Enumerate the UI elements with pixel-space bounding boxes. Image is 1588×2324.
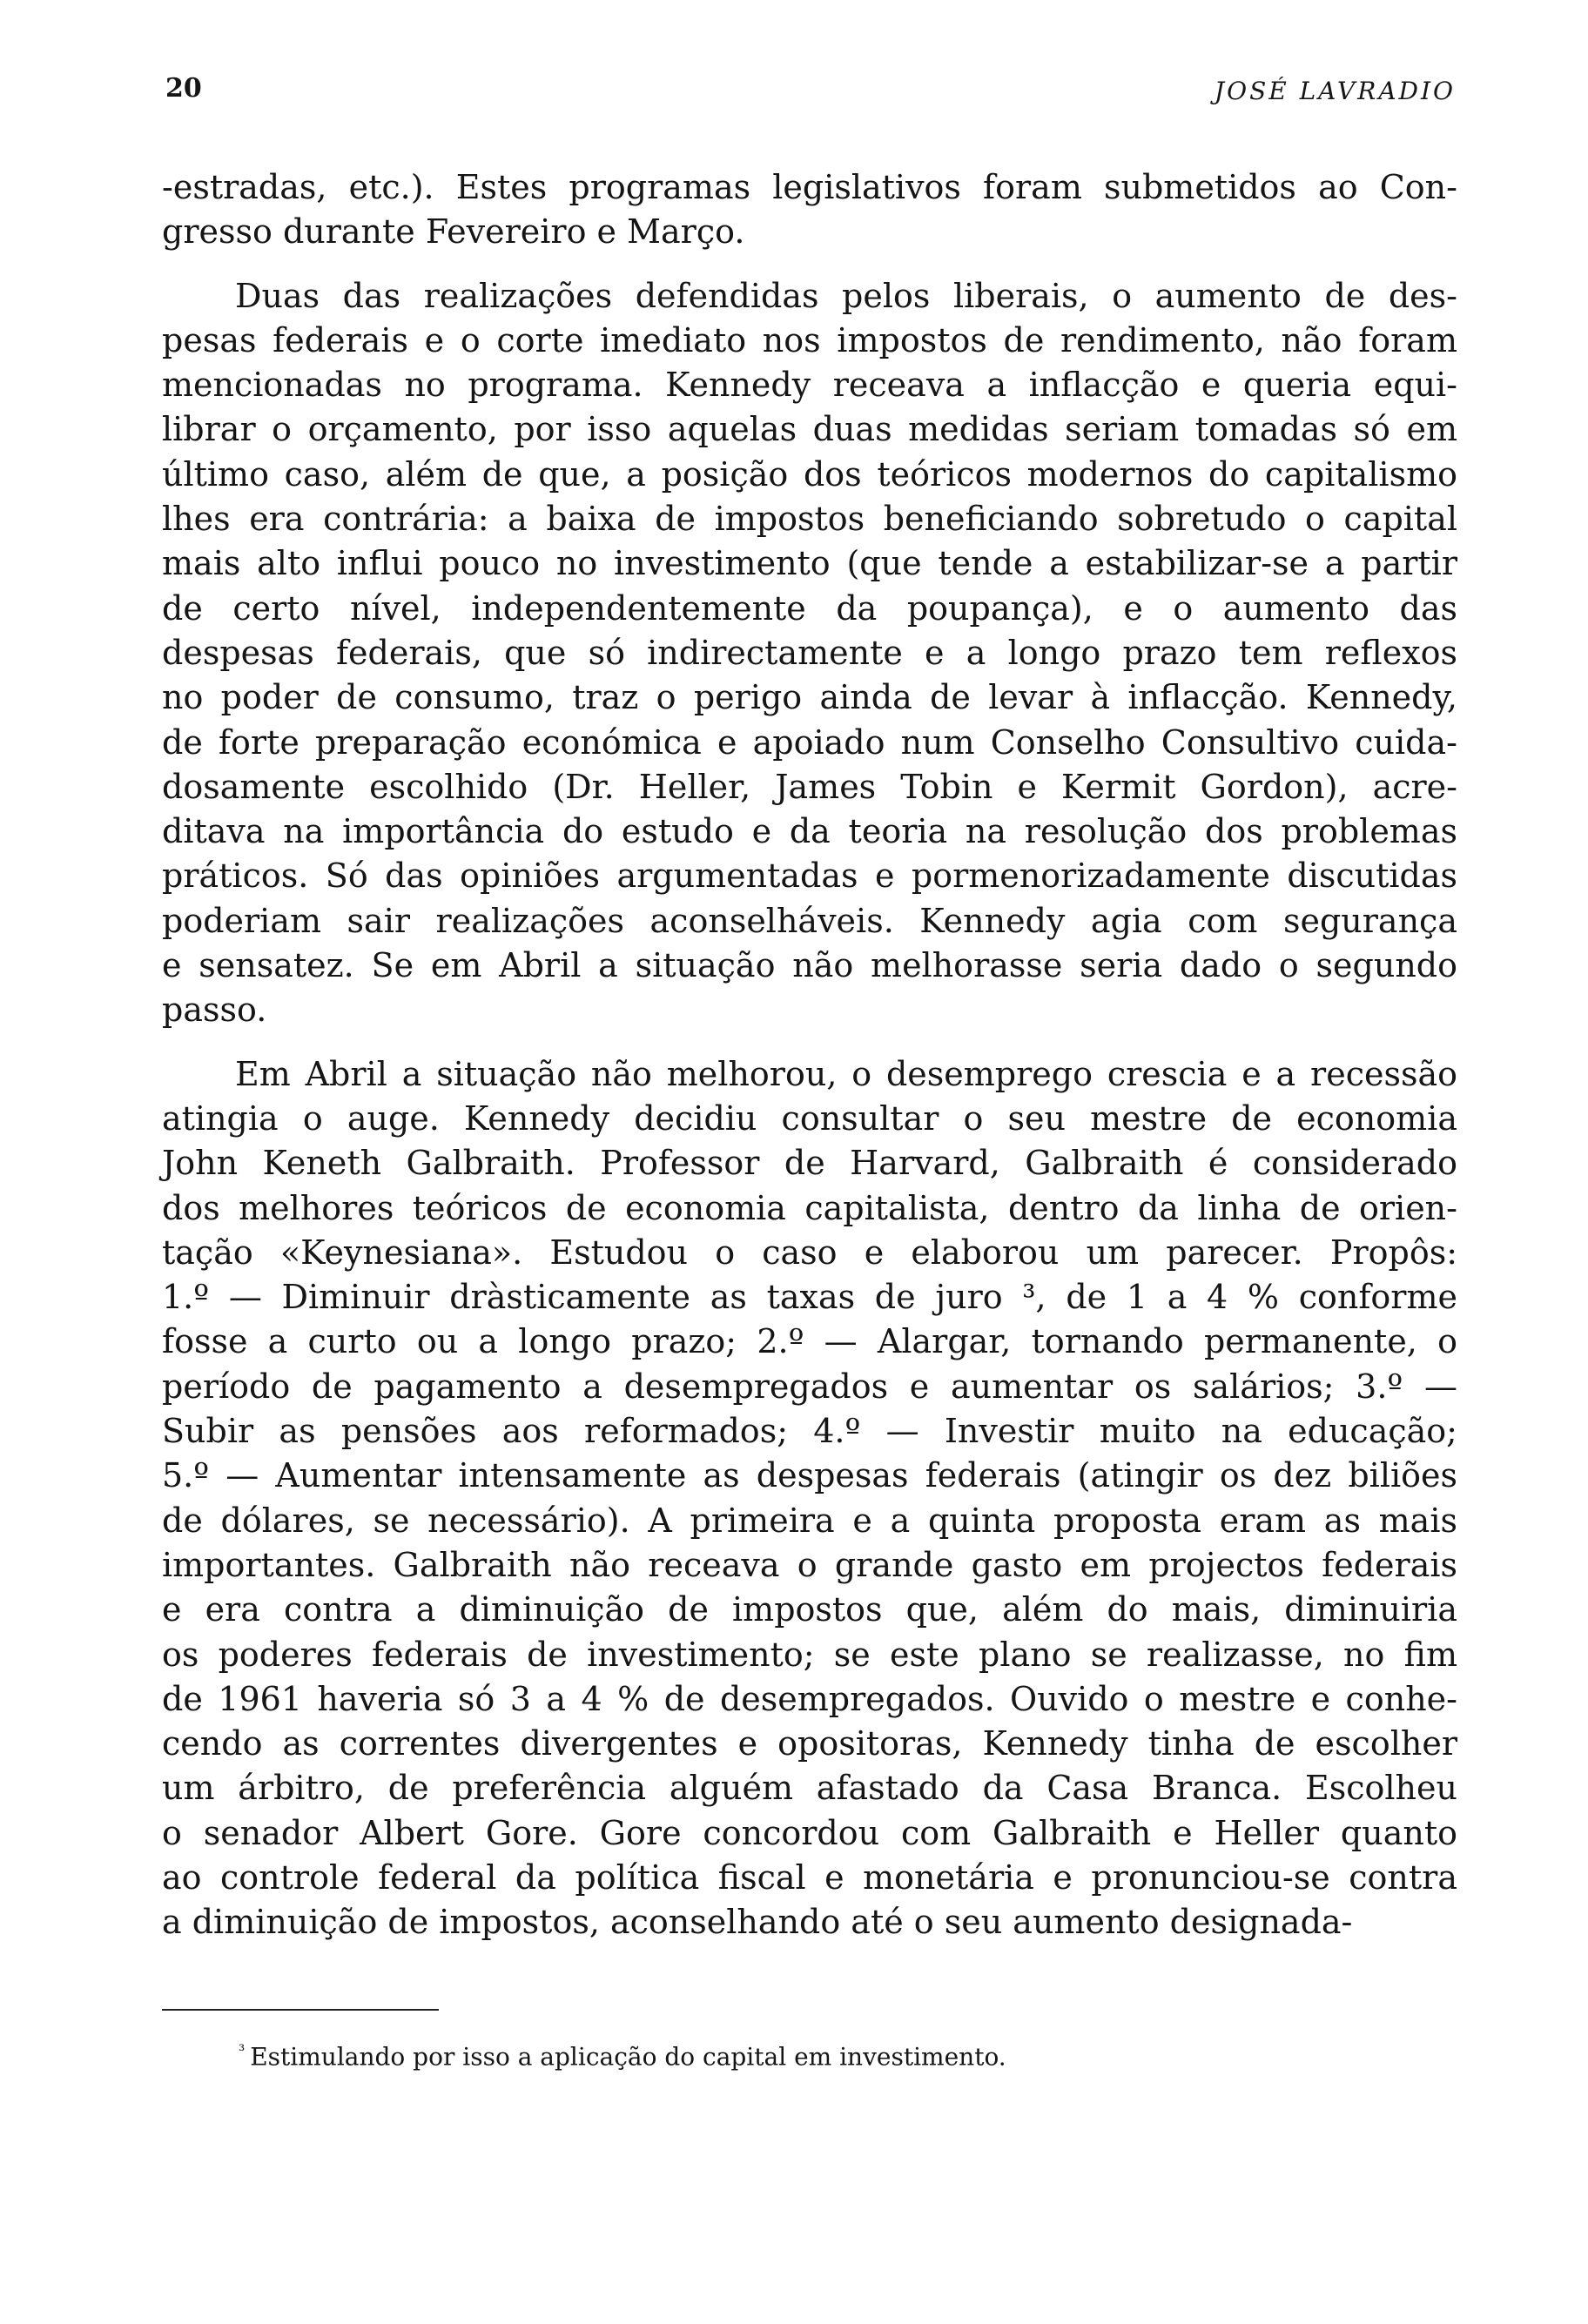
text-line: importantes. Galbraith não receava o grande gasto em projectos federais xyxy=(162,1545,1457,1584)
text-line: passo. xyxy=(162,991,267,1030)
text-line: último caso, além de que, a posição dos teóricos modernos do capitalismo xyxy=(162,454,1457,494)
text-line: fosse a curto ou a longo prazo; 2.º — Alargar, tornando permanente, o xyxy=(162,1322,1457,1361)
text-line: mencionadas no programa. Kennedy receava a inflacção e queria equi- xyxy=(162,366,1457,405)
text-line: atingia o auge. Kennedy decidiu consultar o seu mestre de economia xyxy=(162,1098,1457,1138)
text-line: 1.º — Diminuir dràsticamente as taxas de juro ³, de 1 a 4 % conforme xyxy=(162,1278,1457,1317)
text-line: despesas federais, que só indirectamente e a longo prazo tem reflexos xyxy=(162,633,1457,672)
text-line: práticos. Só das opiniões argumentadas e pormenorizadamente discutidas xyxy=(162,856,1457,896)
text-line: de forte preparação económica e apoiado num Conselho Consultivo cuida- xyxy=(162,722,1457,762)
text-line: librar o orçamento, por isso aquelas duas medidas seriam tomadas só em xyxy=(162,410,1457,449)
text-line: de dólares, se necessário). A primeira e a quinta proposta eram as mais xyxy=(162,1501,1457,1540)
text-line: Subir as pensões aos reformados; 4.º — Investir muito na educação; xyxy=(162,1412,1457,1451)
paragraph xyxy=(162,274,1457,1033)
text-line: de 1961 haveria só 3 a 4 % de desempregados. Ouvido o mestre e conhe- xyxy=(162,1679,1457,1718)
text-line: Duas das realizações defendidas pelos liberais, o aumento de des- xyxy=(235,276,1457,315)
text-line: dos melhores teóricos de economia capitalista, dentro da linha de orien- xyxy=(162,1188,1457,1227)
text-line: o senador Albert Gore. Gore concordou com Galbraith e Heller quanto xyxy=(162,1813,1457,1852)
text-line: e sensatez. Se em Abril a situação não melhorasse seria dado o segundo xyxy=(162,946,1457,985)
text-line: dosamente escolhido (Dr. Heller, James Tobin e Kermit Gordon), acre- xyxy=(162,767,1457,806)
text-line: ditava na importância do estudo e da teoria na resolução dos problemas xyxy=(162,812,1457,851)
page-number: 20 xyxy=(165,73,202,104)
text-line: John Keneth Galbraith. Professor de Harvard, Galbraith é considerado xyxy=(162,1144,1457,1183)
text-line: a diminuição de impostos, aconselhando até o seu aumento designada- xyxy=(162,1903,1353,1942)
text-line: no poder de consumo, traz o perigo ainda de levar à inflacção. Kennedy, xyxy=(162,678,1457,717)
text-line: ao controle federal da política fiscal e monetária e pronunciou-se contra xyxy=(162,1857,1457,1897)
footnote-rule xyxy=(162,2009,439,2011)
running-head: JOSÉ LAVRADIO xyxy=(1214,77,1456,105)
text-line: período de pagamento a desempregados e aumentar os salários; 3.º — xyxy=(162,1367,1457,1406)
text-line: e era contra a diminuição de impostos que, além do mais, diminuiria xyxy=(162,1590,1457,1629)
paragraph xyxy=(162,165,1457,255)
text-line: Em Abril a situação não melhorou, o desemprego crescia e a recessão xyxy=(235,1054,1457,1093)
text-line: poderiam sair realizações aconselháveis. Kennedy agia com segurança xyxy=(162,901,1457,940)
text-line: cendo as correntes divergentes e opositoras, Kennedy tinha de escolher xyxy=(162,1724,1457,1763)
footnote-marker: ³ xyxy=(239,2042,246,2060)
text-line: gresso durante Fevereiro e Março. xyxy=(162,212,745,252)
footnote-text: Estimulando por isso a aplicação do capital em investimento. xyxy=(250,2042,1006,2072)
text-line: um árbitro, de preferência alguém afastado da Casa Branca. Escolheu xyxy=(162,1769,1457,1808)
text-line: tação «Keynesiana». Estudou o caso e elaborou um parecer. Propôs: xyxy=(162,1233,1457,1272)
paragraph-gap xyxy=(162,255,1457,274)
text-line: lhes era contrária: a baixa de impostos beneficiando sobretudo o capital xyxy=(162,500,1457,539)
text-line: mais alto influi pouco no investimento (que tende a estabilizar-se a partir xyxy=(162,544,1457,583)
text-line: de certo nível, independentemente da poupança), e o aumento das xyxy=(162,588,1457,628)
text-line: pesas federais e o corte imediato nos impostos de rendimento, não foram xyxy=(162,320,1457,359)
paragraph xyxy=(162,1052,1457,1945)
body-text xyxy=(162,165,1457,1945)
footnote xyxy=(239,2042,1006,2071)
text-line: os poderes federais de investimento; se este plano se realizasse, no fim xyxy=(162,1635,1457,1674)
text-line: 5.º — Aumentar intensamente as despesas federais (atingir os dez biliões xyxy=(162,1456,1457,1495)
paragraph-gap xyxy=(162,1033,1457,1052)
text-line: -estradas, etc.). Estes programas legislativos foram submetidos ao Con- xyxy=(162,168,1457,206)
